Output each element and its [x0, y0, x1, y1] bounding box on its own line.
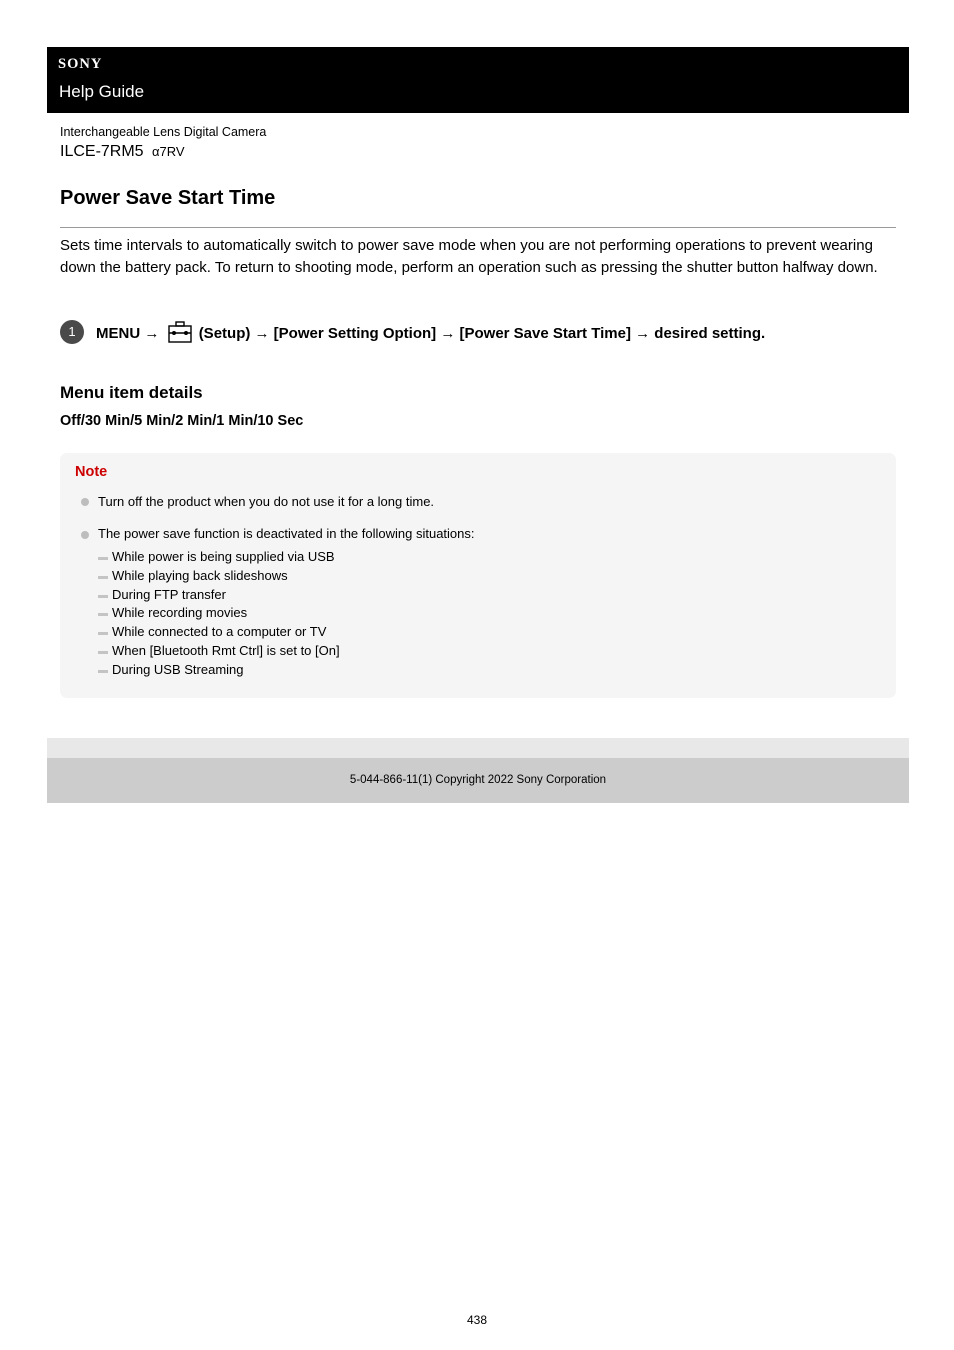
setting-values: Off/30 Min/5 Min/2 Min/1 Min/10 Sec — [60, 413, 304, 429]
note-title: Note — [75, 464, 108, 480]
situations-list — [98, 548, 340, 680]
dash-bullet-icon — [98, 576, 108, 579]
model-name — [60, 143, 185, 161]
title-divider — [60, 227, 896, 228]
sony-logo: SONY — [58, 56, 103, 72]
list-item: During USB Streaming — [98, 661, 340, 680]
list-item: During FTP transfer — [98, 586, 340, 605]
list-item: While connected to a computer or TV — [98, 623, 340, 642]
list-item: While playing back slideshows — [98, 567, 340, 586]
dash-bullet-icon — [98, 670, 108, 673]
setup-toolbox-icon — [168, 321, 192, 343]
step-instruction — [96, 321, 765, 343]
note-box — [60, 453, 896, 698]
page-number: 438 — [466, 1313, 488, 1327]
dash-bullet-icon — [98, 595, 108, 598]
help-guide-title: Help Guide — [59, 82, 145, 101]
dash-bullet-icon — [98, 632, 108, 635]
product-type: Interchangeable Lens Digital Camera — [60, 125, 267, 139]
step-menu-label: MENU → — [96, 325, 160, 342]
list-item: While recording movies — [98, 604, 340, 623]
model-code: ILCE-7RM5 — [60, 143, 144, 160]
footer-top-band — [47, 738, 909, 758]
page-title: Power Save Start Time — [60, 187, 276, 209]
step-number-badge: 1 — [60, 320, 84, 344]
bullet-icon — [81, 531, 89, 539]
dash-bullet-icon — [98, 613, 108, 616]
note-item: The power save function is deactivated in the following situations: — [98, 526, 475, 541]
note-item: Turn off the product when you do not use it for a long time. — [98, 494, 435, 509]
intro-paragraph: Sets time intervals to automatically switch to power save mode when you are not performing operations to prevent wearing down the battery pack. To return to shooting mode, perform an operation such as pressing the shutter button halfway down. — [60, 237, 878, 276]
list-item: When [Bluetooth Rmt Ctrl] is set to [On] — [98, 642, 340, 661]
list-item: While power is being supplied via USB — [98, 548, 340, 567]
header-bar — [47, 47, 909, 113]
step-path: (Setup) → [Power Setting Option] → [Power Save Start Time] → desired setting. — [198, 325, 766, 342]
bullet-icon — [81, 498, 89, 506]
dash-bullet-icon — [98, 651, 108, 654]
dash-bullet-icon — [98, 557, 108, 560]
footer-copyright: 5-044-866-11(1) Copyright 2022 Sony Corporation — [47, 758, 909, 803]
model-alias: α7RV — [152, 144, 185, 159]
menu-item-details-heading: Menu item details — [60, 383, 203, 402]
step-1 — [60, 318, 900, 344]
